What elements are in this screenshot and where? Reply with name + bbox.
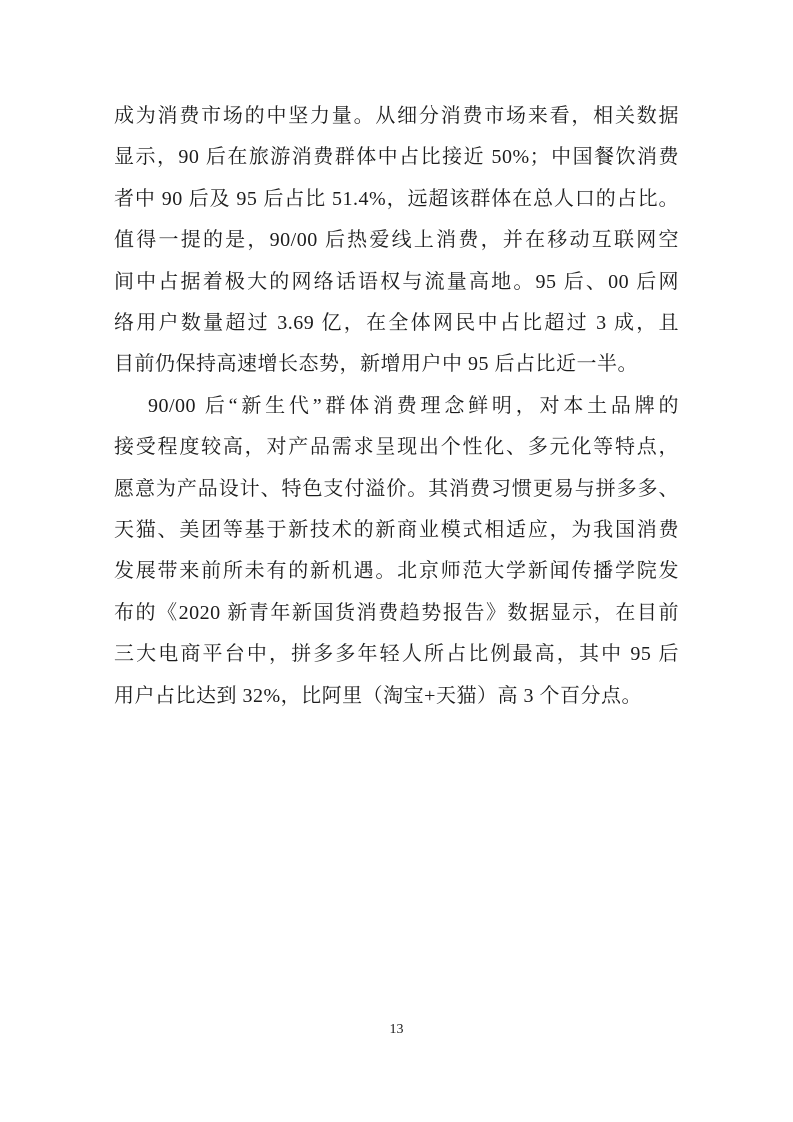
paragraph xyxy=(114,96,679,386)
text-line: 者中 90 后及 95 后占比 51.4%，远超该群体在总人口的占比。 xyxy=(114,187,679,210)
text-line: 目前仍保持高速增长态势，新增用户中 95 后占比近一半。 xyxy=(114,353,638,376)
text-line: 布的《2020 新青年新国货消费趋势报告》数据显示，在目前 xyxy=(114,601,679,624)
text-line: 间中占据着极大的网络话语权与流量高地。95 后、00 后网 xyxy=(114,270,679,293)
paragraph xyxy=(114,386,679,717)
text-line: 成为消费市场的中坚力量。从细分消费市场来看，相关数据 xyxy=(114,105,679,127)
text-line: 接受程度较高，对产品需求呈现出个性化、多元化等特点， xyxy=(114,436,679,459)
body-text xyxy=(114,96,679,717)
text-line: 用户占比达到 32%，比阿里（淘宝+天猫）高 3 个百分点。 xyxy=(114,684,642,707)
text-line: 三大电商平台中，拼多多年轻人所占比例最高，其中 95 后 xyxy=(114,643,679,666)
text-line: 90/00 后“新生代”群体消费理念鲜明，对本土品牌的 xyxy=(148,394,679,417)
text-line: 络用户数量超过 3.69 亿，在全体网民中占比超过 3 成，且 xyxy=(114,312,679,335)
text-line: 发展带来前所未有的新机遇。北京师范大学新闻传播学院发 xyxy=(114,560,679,583)
text-line: 天猫、美团等基于新技术的新商业模式相适应，为我国消费 xyxy=(114,519,679,542)
text-line: 愿意为产品设计、特色支付溢价。其消费习惯更易与拼多多、 xyxy=(114,477,679,500)
text-line: 值得一提的是，90/00 后热爱线上消费，并在移动互联网空 xyxy=(114,229,679,252)
page-number: 13 xyxy=(389,1022,404,1037)
text-line: 显示，90 后在旅游消费群体中占比接近 50%；中国餐饮消费 xyxy=(114,146,679,169)
